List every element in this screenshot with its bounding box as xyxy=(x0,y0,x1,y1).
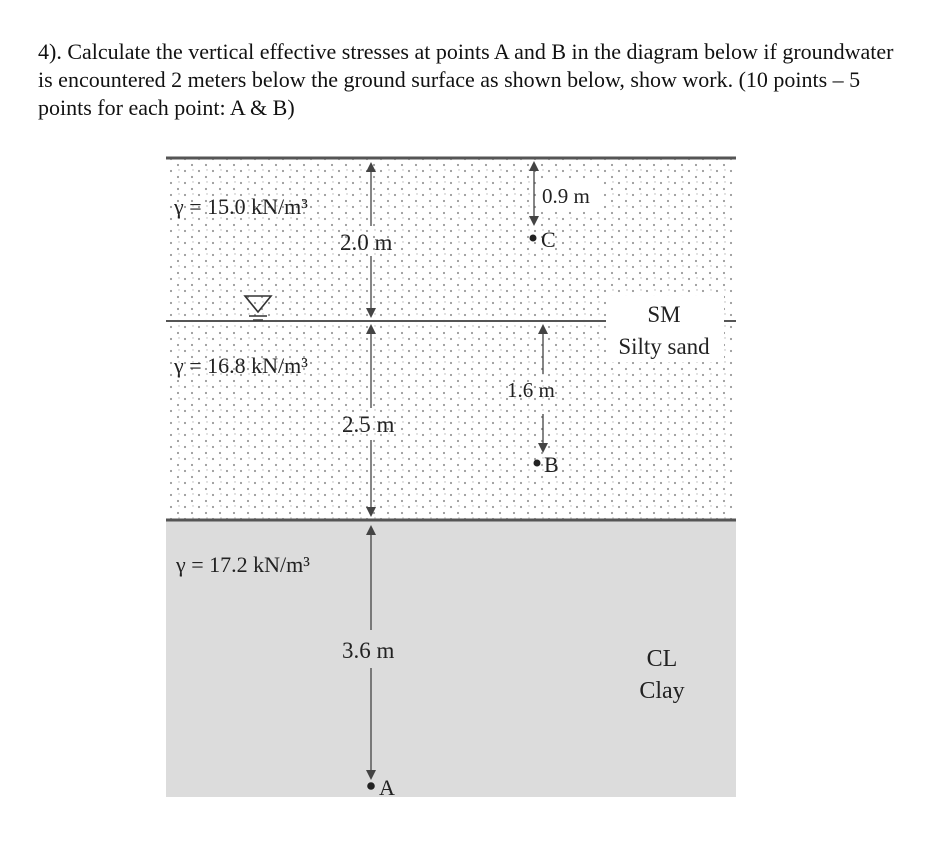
layer-cl-name: Clay xyxy=(639,678,685,704)
point-a-label: A xyxy=(379,775,395,800)
unit-weight-upper-sand: γ = 15.0 kN/m³ xyxy=(174,194,308,219)
point-b-marker xyxy=(534,460,541,467)
layer-sm-name: Silty sand xyxy=(618,334,710,359)
unit-weight-clay: γ = 17.2 kN/m³ xyxy=(176,552,310,577)
point-a-marker xyxy=(367,782,375,790)
layer-cl-code: CL xyxy=(646,646,678,672)
dimension-label-3-6m: 3.6 m xyxy=(342,638,395,663)
dimension-label-0-9m: 0.9 m xyxy=(542,184,590,208)
dimension-label-2-0m: 2.0 m xyxy=(340,230,393,255)
point-c-marker xyxy=(530,235,537,242)
dimension-label-1-6m: 1.6 m xyxy=(507,378,555,402)
point-c-label: C xyxy=(541,227,556,252)
question-text: 4). Calculate the vertical effective stresses at points A and B in the diagram below if groundwater is encountered 2 meters below the ground surface as shown below, show work. (10 points – 5 points for each point: A & B) xyxy=(38,39,894,120)
layer-sm-code: SM xyxy=(647,302,681,327)
dimension-label-2-5m: 2.5 m xyxy=(342,412,395,437)
point-b-label: B xyxy=(544,452,559,477)
unit-weight-lower-sand: γ = 16.8 kN/m³ xyxy=(174,353,308,378)
